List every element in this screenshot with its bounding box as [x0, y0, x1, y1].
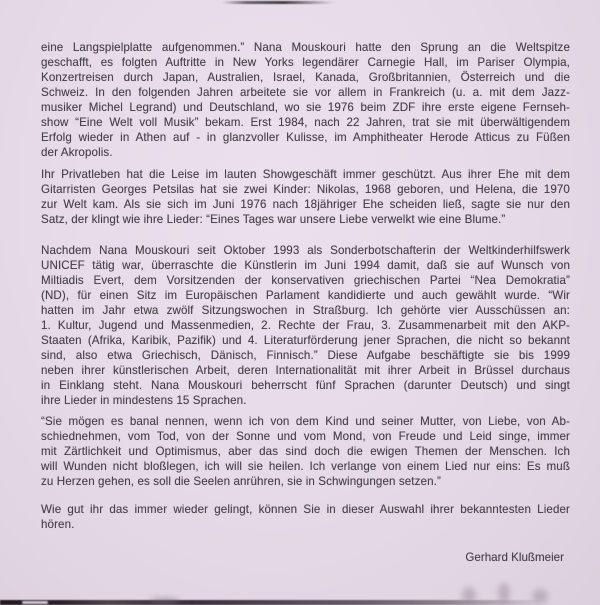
text-line: zu Herzen gehen, es soll die Seelen anrühren, sie in Schwingungen setzen.” [41, 475, 441, 488]
scan-smudge [462, 587, 476, 603]
author-signature: Gerhard Klußmeier [465, 551, 564, 564]
text-line: Staaten (Afrika, Karibik, Pazifik) und 4. Literaturförderung jener Sprachen, die nicht so bekannt [41, 334, 570, 347]
text-line: in Einklang steht. Nana Mouskouri beherrscht fünf Sprachen (darunter Deutsch) und singt [41, 379, 570, 392]
text-line: neben ihrer künstlerischen Arbeit, deren Internationalität mit ihrer Arbeit in Brüssel durchaus [41, 364, 570, 377]
text-line: schiednehmen, vom Tod, von der Sonne und vom Mond, von Freude und Leid singe, immer [41, 430, 570, 443]
text-line: Satz, der klingt wie ihre Lieder: “Eines Tages war unsere Liebe verwelkt wie eine Blume.” [41, 213, 506, 226]
scan-edge-bottom-band [0, 600, 600, 605]
scan-edge-top-mark [222, 1, 334, 4]
text-line: Miltiadis Evert, dem Vorsitzenden der konservativen griechischen Partei “Nea Demokratia” [41, 274, 570, 287]
text-line: ihre Lieder in mindestens 15 Sprachen. [41, 394, 247, 407]
text-line: mit Zärtlichkeit und Optimismus, aber das sind doch die ewigen Themen der Menschen. Ich [41, 445, 570, 458]
text-line: sind, also etwa Griechisch, Dänisch, Finnisch.” Diese Aufgabe beschäftigte sie bis 1999 [41, 349, 570, 362]
text-line: Konzertreisen durch Japan, Australien, Israel, Kanada, Großbritannien, Österreich und die [41, 71, 570, 84]
text-line: geschafft, es folgten Auftritte in New Yorks legendärer Carnegie Hall, im Pariser Olympia, [41, 56, 570, 69]
paragraph [41, 243, 570, 408]
paragraph [41, 502, 570, 532]
text-line: UNICEF tätig war, überraschte die Künstlerin im Juni 1994 damit, daß sie auf Wunsch von [41, 259, 570, 272]
liner-notes-text-block [41, 40, 570, 565]
scan-smudge [498, 583, 510, 603]
scan-edge-bottom-highlight [22, 601, 48, 604]
paragraph [41, 167, 570, 227]
text-line: hatten im Jahr etwa zwölf Sitzungswochen in Straßburg. Ich gehörte vier Ausschüssen an: [41, 304, 570, 317]
text-line: 1. Kultur, Jugend und Massenmedien, 2. Rechte der Frau, 3. Zusammenarbeit mit den AKP- [41, 319, 570, 332]
paragraph [41, 414, 570, 489]
paragraph [41, 40, 570, 160]
text-line: eine Langspielplatte aufgenommen.” Nana Mouskouri hatte den Sprung an die Weltspitze [41, 41, 570, 54]
text-line: Nachdem Nana Mouskouri seit Oktober 1993 als Sonderbotschafterin der Weltkinderhilfswerk [41, 244, 570, 257]
text-line: Gitarristen Georges Petsilas hat sie zwei Kinder: Nikolas, 1968 geboren, und Helena, die 1970 [41, 183, 570, 196]
scan-smudge [150, 598, 180, 604]
text-line: will Wunden nicht bloßlegen, ich will sie heilen. Ich verlange von einem Lied nur eins: Es muß [41, 460, 570, 473]
text-line: (ND), für einen Sitz im Europäischen Parlament kandidierte und auch gewählt wurde. “Wir [41, 289, 570, 302]
text-line: Schweiz. In den folgenden Jahren arbeitete sie vor allem in Frankreich (u. a. mit dem Jazz- [41, 86, 570, 99]
text-line: show “Eine Welt voll Musik” bekam. Erst 1984, nach 22 Jahren, trat sie mit überwältigendem [41, 116, 570, 129]
text-line: Wie gut ihr das immer wieder gelingt, können Sie in dieser Auswahl ihrer bekanntesten Lieder [41, 503, 570, 516]
text-line: hören. [41, 518, 75, 531]
text-line: “Sie mögen es banal nennen, wenn ich von dem Kind und seiner Mutter, von Liebe, von Ab- [41, 415, 570, 428]
text-line: zur Welt kam. Als sie sich im Juni 1976 nach 18jähriger Ehe scheiden ließ, sagte sie nur den [41, 198, 570, 211]
text-line: Erfolg wieder in Athen auf - in glanzvoller Kulisse, im Amphitheater Herode Atticus zu Füßen [41, 131, 570, 144]
text-line: musiker Michel Legrand) und Deutschland, wo sie 1976 beim ZDF ihre erste eigene Fernseh- [41, 101, 570, 114]
text-line: Ihr Privatleben hat die Leise im lauten Showgeschäft immer geschützt. Aus ihrer Ehe mit dem [41, 168, 570, 181]
text-line: der Akropolis. [41, 146, 113, 159]
scan-smudge [532, 589, 548, 603]
